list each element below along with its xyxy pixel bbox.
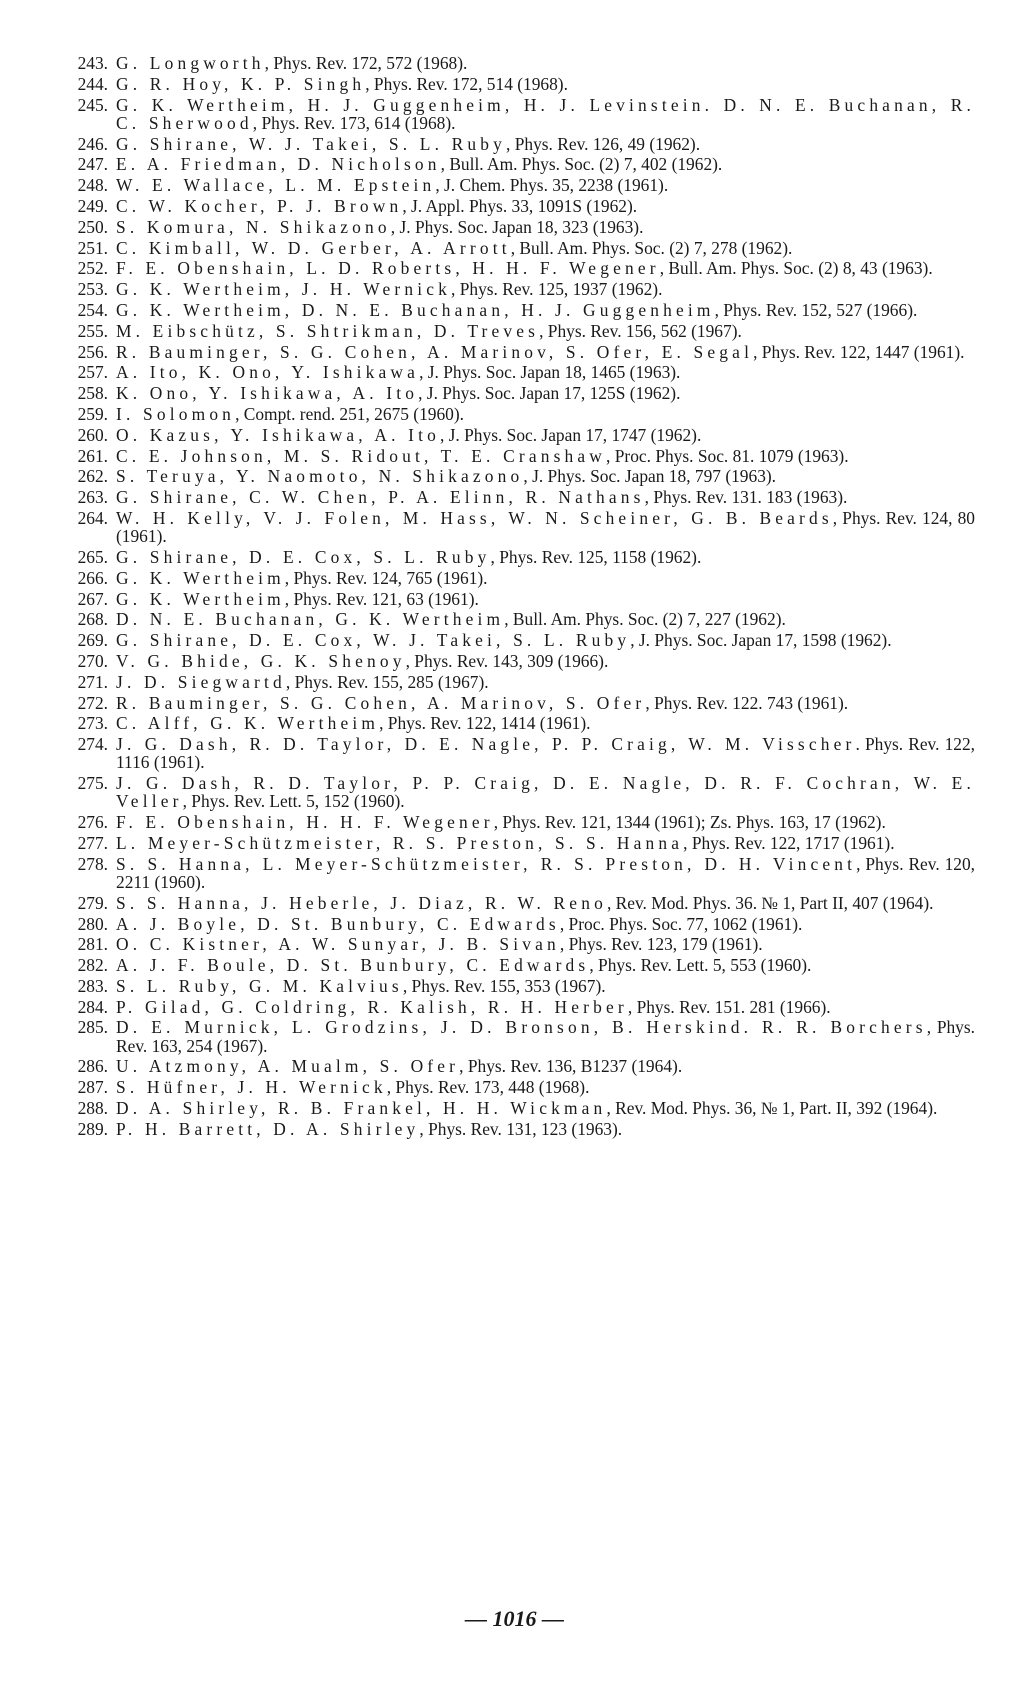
reference-text: [116, 1018, 975, 1054]
reference-authors: P. H. Barrett, D. A. Shirley: [116, 1118, 420, 1139]
reference-authors: G. Shirane, W. J. Takei, S. L. Ruby: [116, 133, 507, 154]
reference-citation: , Phys. Rev. 125, 1937 (1962).: [451, 279, 663, 300]
reference-item: [64, 54, 975, 72]
reference-list: [64, 54, 975, 1138]
reference-text: [116, 977, 975, 995]
reference-citation: , Phys. Rev. 122, 1717 (1961).: [683, 832, 895, 853]
reference-authors: U. Atzmony, A. Mualm, S. Ofer: [116, 1056, 460, 1077]
reference-item: [64, 1057, 975, 1075]
reference-text: [116, 239, 975, 257]
reference-citation: , J. Phys. Soc. Japan 18, 323 (1963).: [390, 216, 644, 237]
reference-text: [116, 96, 975, 132]
reference-text: [116, 774, 975, 810]
reference-citation: , Bull. Am. Phys. Soc. (2) 7, 402 (1962).: [440, 154, 723, 175]
reference-number: 270.: [77, 650, 108, 671]
reference-item: [64, 774, 975, 810]
reference-item: [64, 694, 975, 712]
reference-number: 261.: [77, 445, 108, 466]
reference-citation: , J. Phys. Soc. Japan 17, 125S (1962).: [418, 383, 681, 404]
reference-number: 277.: [77, 832, 108, 853]
reference-authors: M. Eibschütz, S. Shtrikman, D. Treves: [116, 320, 540, 341]
reference-number: 258.: [77, 383, 108, 404]
reference-citation: , Phys. Rev. 125, 1158 (1962).: [490, 546, 702, 567]
reference-item: [64, 135, 975, 153]
reference-number: 249.: [77, 195, 108, 216]
reference-citation: , Phys. Rev. 172, 514 (1968).: [365, 73, 568, 94]
reference-authors: J. G. Dash, R. D. Taylor, D. E. Nagle, P. P. Craig, W. M. Visscher: [116, 734, 856, 755]
reference-item: [64, 1078, 975, 1096]
reference-citation: , Phys. Rev. 123, 179 (1961).: [559, 934, 763, 955]
reference-text: [116, 1120, 975, 1138]
reference-item: [64, 218, 975, 236]
reference-text: [116, 998, 975, 1016]
reference-text: [116, 280, 975, 298]
reference-text: [116, 426, 975, 444]
reference-number: 253.: [77, 279, 108, 300]
reference-number: 244.: [77, 73, 108, 94]
reference-citation: , Proc. Phys. Soc. 81. 1079 (1963).: [606, 445, 849, 466]
reference-number: 279.: [77, 892, 108, 913]
reference-text: [116, 54, 975, 72]
reference-item: [64, 301, 975, 319]
reference-text: [116, 1057, 975, 1075]
reference-number: 265.: [77, 546, 108, 567]
reference-authors: D. N. E. Buchanan, G. K. Wertheim: [116, 609, 505, 630]
reference-text: [116, 363, 975, 381]
reference-item: [64, 1099, 975, 1117]
reference-authors: G. K. Wertheim, J. H. Wernick: [116, 279, 452, 300]
reference-authors: C. Kimball, W. D. Gerber, A. Arrott: [116, 237, 511, 258]
reference-text: [116, 509, 975, 545]
reference-text: [116, 631, 975, 649]
reference-citation: , Phys. Rev. 136, B1237 (1964).: [459, 1056, 683, 1077]
reference-authors: C. E. Johnson, M. S. Ridout, T. E. Cranshaw: [116, 445, 607, 466]
reference-citation: , Phys. Rev. 143, 309 (1966).: [405, 650, 609, 671]
reference-number: 289.: [77, 1118, 108, 1139]
reference-number: 254.: [77, 299, 108, 320]
reference-item: [64, 673, 975, 691]
reference-authors: V. G. Bhide, G. K. Shenoy: [116, 650, 406, 671]
reference-text: [116, 714, 975, 732]
reference-citation: , Bull. Am. Phys. Soc. (2) 7, 278 (1962).: [510, 237, 793, 258]
reference-text: [116, 590, 975, 608]
reference-authors: W. H. Kelly, V. J. Folen, M. Hass, W. N. Scheiner, G. B. Beards: [116, 507, 833, 528]
reference-authors: O. C. Kistner, A. W. Sunyar, J. B. Sivan: [116, 934, 560, 955]
reference-number: 269.: [77, 630, 108, 651]
reference-item: [64, 894, 975, 912]
reference-text: [116, 813, 975, 831]
reference-text: [116, 548, 975, 566]
reference-item: [64, 977, 975, 995]
reference-text: [116, 343, 975, 361]
reference-citation: , Bull. Am. Phys. Soc. (2) 8, 43 (1963).: [659, 258, 933, 279]
reference-number: 251.: [77, 237, 108, 258]
reference-item: [64, 548, 975, 566]
reference-number: 272.: [77, 692, 108, 713]
reference-citation: , Phys. Rev. 121, 63 (1961).: [284, 588, 479, 609]
reference-number: 286.: [77, 1056, 108, 1077]
reference-text: [116, 673, 975, 691]
reference-authors: G. Shirane, D. E. Cox, W. J. Takei, S. L. Ruby: [116, 630, 631, 651]
reference-citation: , Phys. Rev. 124, 765 (1961).: [284, 567, 488, 588]
reference-number: 278.: [77, 853, 108, 874]
reference-authors: S. Teruya, Y. Naomoto, N. Shikazono: [116, 466, 524, 487]
reference-authors: I. Solomon: [116, 403, 236, 424]
reference-item: [64, 343, 975, 361]
reference-text: [116, 569, 975, 587]
reference-number: 280.: [77, 913, 108, 934]
reference-number: 264.: [77, 507, 108, 528]
reference-citation: , J. Phys. Soc. Japan 17, 1747 (1962).: [439, 424, 702, 445]
reference-item: [64, 259, 975, 277]
reference-item: [64, 935, 975, 953]
reference-item: [64, 96, 975, 132]
reference-item: [64, 405, 975, 423]
reference-item: [64, 322, 975, 340]
reference-text: [116, 176, 975, 194]
reference-authors: P. Gilad, G. Coldring, R. Kalish, R. H. Herber: [116, 996, 628, 1017]
reference-item: [64, 447, 975, 465]
reference-authors: S. Hüfner, J. H. Wernick: [116, 1077, 387, 1098]
reference-number: 285.: [77, 1017, 108, 1038]
reference-text: [116, 301, 975, 319]
reference-text: [116, 155, 975, 173]
reference-authors: S. S. Hanna, L. Meyer-Schützmeister, R. S. Preston, D. H. Vincent: [116, 853, 857, 874]
reference-text: [116, 447, 975, 465]
reference-number: 268.: [77, 609, 108, 630]
reference-text: [116, 384, 975, 402]
reference-text: [116, 855, 975, 891]
reference-citation: , J. Appl. Phys. 33, 1091S (1962).: [402, 195, 638, 216]
reference-item: [64, 813, 975, 831]
reference-authors: R. Bauminger, S. G. Cohen, A. Marinov, S. Ofer: [116, 692, 646, 713]
reference-number: 248.: [77, 175, 108, 196]
reference-authors: J. D. Siegwartd: [116, 671, 286, 692]
reference-number: 287.: [77, 1077, 108, 1098]
reference-text: [116, 135, 975, 153]
reference-authors: G. K. Wertheim, H. J. Guggenheim, H. J. Levinstein. D. N. E. Buchanan, R. C. Sherwood: [116, 94, 975, 133]
reference-authors: D. A. Shirley, R. B. Frankel, H. H. Wickman: [116, 1098, 607, 1119]
reference-text: [116, 735, 975, 771]
reference-number: 250.: [77, 216, 108, 237]
reference-number: 275.: [77, 773, 108, 794]
reference-text: [116, 894, 975, 912]
reference-authors: G. K. Wertheim, D. N. E. Buchanan, H. J. Guggenheim: [116, 299, 715, 320]
reference-authors: G. K. Wertheim: [116, 567, 285, 588]
reference-citation: , Phys. Rev. Lett. 5, 553 (1960).: [589, 955, 812, 976]
reference-text: [116, 197, 975, 215]
reference-number: 252.: [77, 258, 108, 279]
reference-citation: , Phys. Rev. 131. 183 (1963).: [644, 487, 848, 508]
reference-number: 271.: [77, 671, 108, 692]
reference-number: 284.: [77, 996, 108, 1017]
reference-number: 247.: [77, 154, 108, 175]
reference-citation: , Rev. Mod. Phys. 36, № 1, Part. II, 392 (1964).: [606, 1098, 938, 1119]
reference-authors: C. Alff, G. K. Wertheim: [116, 713, 380, 734]
reference-number: 262.: [77, 466, 108, 487]
reference-citation: , Bull. Am. Phys. Soc. (2) 7, 227 (1962).: [504, 609, 786, 630]
reference-citation: , J. Phys. Soc. Japan 18, 797 (1963).: [523, 466, 777, 487]
reference-citation: , Phys. Rev. 163, 254 (1967).: [116, 1017, 975, 1056]
reference-citation: , J. Chem. Phys. 35, 2238 (1961).: [435, 175, 669, 196]
reference-citation: , Phys. Rev. 122. 743 (1961).: [645, 692, 849, 713]
reference-citation: , Phys. Rev. 122, 1414 (1961).: [379, 713, 591, 734]
reference-citation: , Phys. Rev. 173, 448 (1968).: [386, 1077, 590, 1098]
reference-number: 276.: [77, 812, 108, 833]
reference-number: 257.: [77, 362, 108, 383]
reference-citation: , Phys. Rev. Lett. 5, 152 (1960).: [182, 791, 405, 812]
reference-text: [116, 915, 975, 933]
reference-number: 267.: [77, 588, 108, 609]
reference-item: [64, 998, 975, 1016]
reference-item: [64, 155, 975, 173]
reference-item: [64, 509, 975, 545]
reference-authors: A. J. Boyle, D. St. Bunbury, C. Edwards: [116, 913, 560, 934]
reference-text: [116, 467, 975, 485]
reference-number: 260.: [77, 424, 108, 445]
reference-authors: G. K. Wertheim: [116, 588, 285, 609]
reference-authors: C. W. Kocher, P. J. Brown: [116, 195, 403, 216]
reference-citation: . Phys. Rev. 122, 1116 (1961).: [116, 734, 976, 773]
reference-number: 266.: [77, 567, 108, 588]
reference-authors: R. Bauminger, S. G. Cohen, A. Marinov, S. Ofer, E. Segal: [116, 341, 754, 362]
reference-item: [64, 714, 975, 732]
reference-citation: , Phys. Rev. 120, 2211 (1960).: [116, 853, 975, 892]
reference-authors: G. R. Hoy, K. P. Singh: [116, 73, 366, 94]
reference-citation: , Phys. Rev. 152, 527 (1966).: [714, 299, 918, 320]
reference-item: [64, 488, 975, 506]
reference-text: [116, 1099, 975, 1117]
reference-citation: , J. Phys. Soc. Japan 17, 1598 (1962).: [630, 630, 892, 651]
reference-citation: , Phys. Rev. 173, 614 (1968).: [252, 112, 456, 133]
reference-authors: G. Shirane, C. W. Chen, P. A. Elinn, R. Nathans: [116, 487, 645, 508]
reference-authors: A. J. F. Boule, D. St. Bunbury, C. Edwards: [116, 955, 590, 976]
reference-text: [116, 75, 975, 93]
reference-authors: L. Meyer-Schützmeister, R. S. Preston, S. S. Hanna: [116, 832, 684, 853]
reference-item: [64, 569, 975, 587]
reference-number: 288.: [77, 1098, 108, 1119]
reference-citation: , Phys. Rev. 151. 281 (1966).: [627, 996, 831, 1017]
reference-number: 259.: [77, 403, 108, 424]
reference-text: [116, 1078, 975, 1096]
reference-item: [64, 855, 975, 891]
reference-citation: , J. Phys. Soc. Japan 18, 1465 (1963).: [419, 362, 681, 383]
reference-text: [116, 935, 975, 953]
reference-item: [64, 384, 975, 402]
reference-authors: F. E. Obenshain, H. H. F. Wegener: [116, 812, 494, 833]
reference-text: [116, 652, 975, 670]
reference-item: [64, 176, 975, 194]
reference-item: [64, 280, 975, 298]
reference-citation: , Compt. rend. 251, 2675 (1960).: [235, 403, 465, 424]
reference-authors: G. Shirane, D. E. Cox, S. L. Ruby: [116, 546, 491, 567]
reference-number: 245.: [77, 94, 108, 115]
reference-item: [64, 915, 975, 933]
reference-text: [116, 694, 975, 712]
reference-number: 273.: [77, 713, 108, 734]
reference-citation: , Phys. Rev. 156, 562 (1967).: [539, 320, 742, 341]
reference-authors: F. E. Obenshain, L. D. Roberts, H. H. F. Wegener: [116, 258, 660, 279]
reference-text: [116, 956, 975, 974]
reference-text: [116, 488, 975, 506]
reference-number: 283.: [77, 975, 108, 996]
reference-text: [116, 405, 975, 423]
reference-authors: E. A. Friedman, D. Nicholson: [116, 154, 441, 175]
reference-text: [116, 259, 975, 277]
reference-authors: O. Kazus, Y. Ishikawa, A. Ito: [116, 424, 440, 445]
reference-item: [64, 590, 975, 608]
reference-item: [64, 652, 975, 670]
reference-citation: , Phys. Rev. 122, 1447 (1961).: [753, 341, 965, 362]
reference-text: [116, 834, 975, 852]
reference-citation: , Phys. Rev. 126, 49 (1962).: [506, 133, 701, 154]
reference-item: [64, 735, 975, 771]
reference-item: [64, 1018, 975, 1054]
reference-citation: , Phys. Rev. 155, 353 (1967).: [402, 975, 606, 996]
reference-citation: , Phys. Rev. 131, 123 (1963).: [419, 1118, 623, 1139]
reference-authors: J. G. Dash, R. D. Taylor, P. P. Craig, D. E. Nagle, D. R. F. Cochran, W. E. Veller: [116, 773, 975, 812]
reference-item: [64, 363, 975, 381]
reference-citation: , Phys. Rev. 172, 572 (1968).: [264, 53, 468, 73]
reference-authors: S. Komura, N. Shikazono: [116, 216, 391, 237]
reference-authors: S. L. Ruby, G. M. Kalvius: [116, 975, 403, 996]
reference-number: 256.: [77, 341, 108, 362]
reference-number: 246.: [77, 133, 108, 154]
reference-item: [64, 834, 975, 852]
reference-authors: W. E. Wallace, L. M. Epstein: [116, 175, 436, 196]
reference-authors: G. Longworth: [116, 53, 265, 73]
reference-authors: A. Ito, K. Ono, Y. Ishikawa: [116, 362, 420, 383]
reference-item: [64, 239, 975, 257]
reference-citation: , Proc. Phys. Soc. 77, 1062 (1961).: [559, 913, 803, 934]
reference-text: [116, 610, 975, 628]
reference-citation: , Phys. Rev. 155, 285 (1967).: [285, 671, 489, 692]
reference-number: 243.: [77, 53, 108, 73]
reference-number: 281.: [77, 934, 108, 955]
reference-number: 274.: [77, 734, 108, 755]
reference-item: [64, 426, 975, 444]
reference-citation: , Phys. Rev. 121, 1344 (1961); Zs. Phys. 163, 17 (1962).: [493, 812, 886, 833]
reference-text: [116, 322, 975, 340]
reference-item: [64, 467, 975, 485]
reference-text: [116, 218, 975, 236]
reference-number: 282.: [77, 955, 108, 976]
reference-number: 255.: [77, 320, 108, 341]
reference-number: 263.: [77, 487, 108, 508]
reference-item: [64, 197, 975, 215]
reference-item: [64, 1120, 975, 1138]
reference-authors: S. S. Hanna, J. Heberle, J. Diaz, R. W. Reno: [116, 892, 607, 913]
page-number: — 1016 —: [465, 1606, 564, 1631]
reference-citation: , Rev. Mod. Phys. 36. № 1, Part II, 407 (1964).: [606, 892, 934, 913]
reference-citation: , Phys. Rev. 124, 80 (1961).: [116, 507, 975, 547]
reference-item: [64, 75, 975, 93]
reference-item: [64, 631, 975, 649]
reference-authors: D. E. Murnick, L. Grodzins, J. D. Bronson, B. Herskind. R. R. Borchers: [116, 1017, 927, 1038]
reference-item: [64, 956, 975, 974]
reference-authors: K. Ono, Y. Ishikawa, A. Ito: [116, 383, 419, 404]
reference-item: [64, 610, 975, 628]
